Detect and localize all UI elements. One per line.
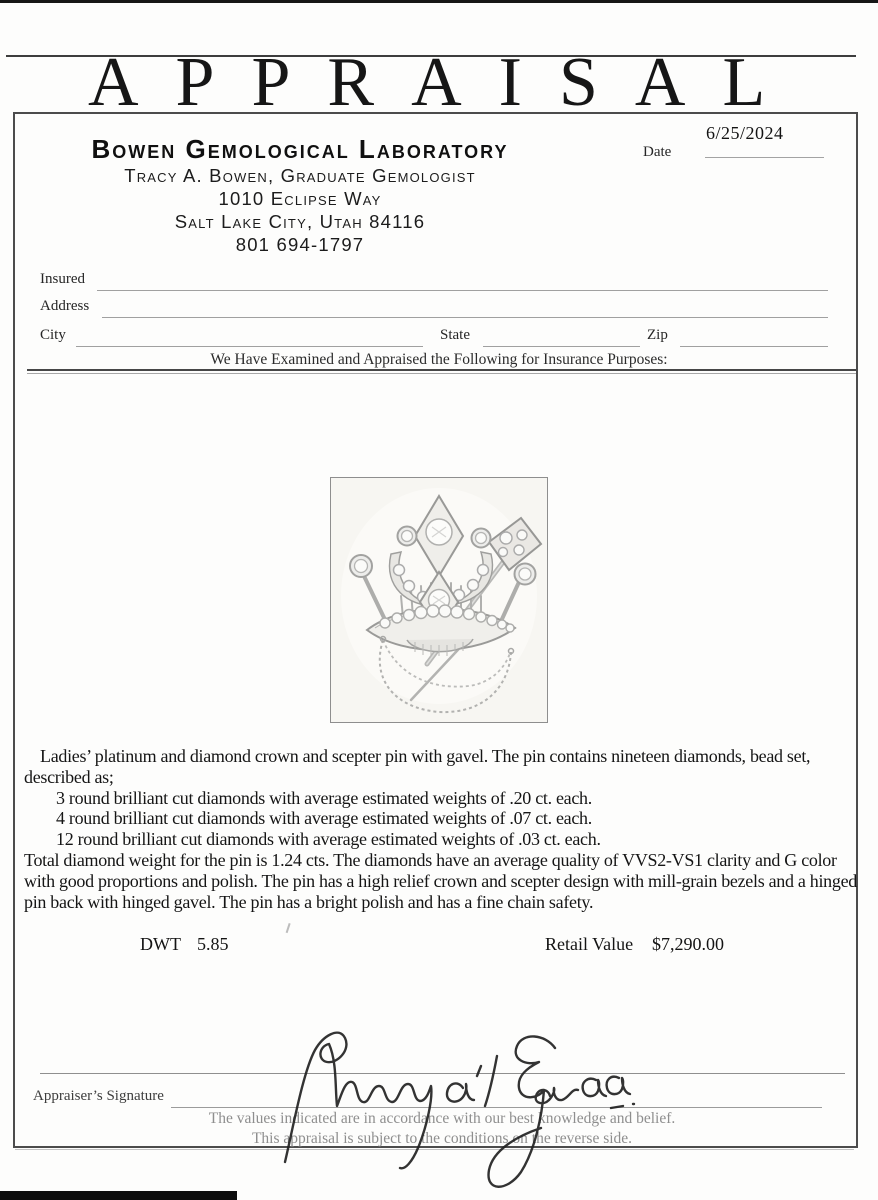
scan-edge-top: [0, 0, 878, 3]
appraiser-signature-label: Appraiser’s Signature: [33, 1088, 164, 1104]
dwt-value: 5.85: [197, 934, 229, 954]
state-label: State: [440, 327, 470, 343]
lab-city-state-zip: Salt Lake City, Utah 84116: [174, 211, 426, 232]
address-label: Address: [40, 298, 90, 314]
lab-name: Bowen Gemological Laboratory: [91, 134, 509, 164]
item-description: [24, 746, 860, 912]
city-label: City: [40, 327, 66, 343]
insurance-statement: We Have Examined and Appraised the Following for Insurance Purposes:: [210, 351, 668, 368]
appraiser-signature: [245, 1000, 645, 1200]
disclaimer-line-1: The values indicated are in accordance with our best knowledge and belief.: [208, 1110, 676, 1127]
section-divider-rule: [27, 369, 856, 374]
insured-label: Insured: [40, 271, 85, 287]
lab-street: 1010 Eclipse Way: [218, 188, 382, 209]
description-intro: Ladies’ platinum and diamond crown and scepter pin with gavel. The pin contains nineteen diamonds, bead set, described as;: [24, 746, 811, 787]
retail-value-label: Retail Value: [545, 934, 634, 954]
scan-edge-bottom: [0, 1191, 237, 1200]
stone-detail-line: 12 round brilliant cut diamonds with average estimated weights of .03 ct. each.: [56, 829, 601, 850]
lab-gemologist: Tracy A. Bowen, Graduate Gemologist: [124, 165, 476, 186]
description-summary: Total diamond weight for the pin is 1.24 cts. The diamonds have an average quality of VVS2-VS1 clarity and G color with good proportions and polish. The pin has a high relief crown and scepter design with mill-grain bezels and a hinged pin back with hinged gavel. The pin has a bright polish and has a fine chain safety.: [24, 849, 857, 912]
state-blank-line: [483, 346, 640, 347]
zip-label: Zip: [647, 327, 668, 343]
page-title: APPRAISAL: [88, 44, 803, 121]
date-blank-line: [705, 157, 824, 158]
date-value: 6/25/2024: [706, 123, 784, 143]
stone-detail-line: 4 round brilliant cut diamonds with average estimated weights of .07 ct. each.: [56, 808, 592, 829]
dwt-label: DWT: [140, 934, 181, 954]
lab-identity-block: [32, 134, 568, 256]
stone-detail-line: 3 round brilliant cut diamonds with average estimated weights of .20 ct. each.: [56, 787, 592, 808]
lab-phone: 801 694-1797: [235, 234, 365, 255]
crown-pin-photo: [330, 477, 548, 723]
retail-value-amount: $7,290.00: [652, 934, 724, 954]
city-blank-line: [76, 346, 423, 347]
address-blank-line: [102, 317, 828, 318]
date-label: Date: [643, 144, 672, 160]
insured-blank-line: [97, 290, 828, 291]
disclaimer-line-2: This appraisal is subject to the conditions on the reverse side.: [251, 1130, 633, 1147]
crown-pin-illustration: [331, 478, 547, 722]
zip-blank-line: [680, 346, 828, 347]
